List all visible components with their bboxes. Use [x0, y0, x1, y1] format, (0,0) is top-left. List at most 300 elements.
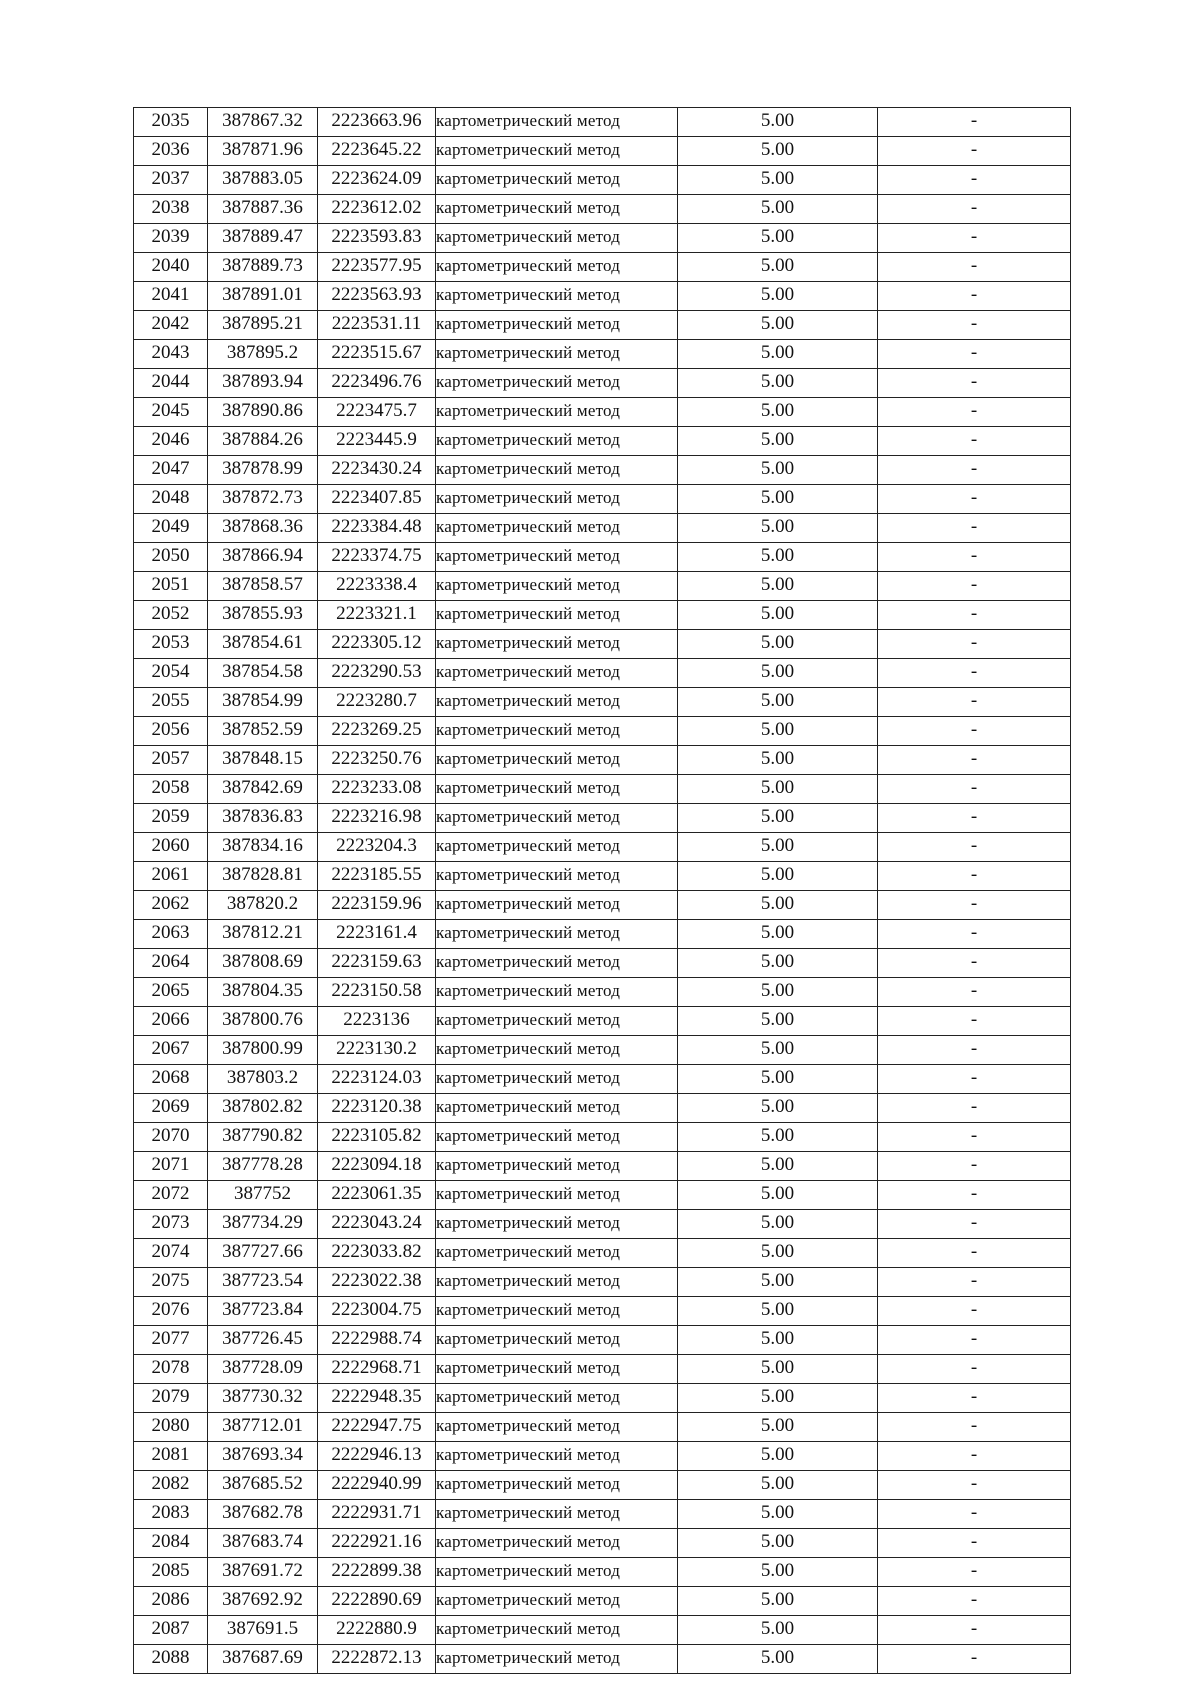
note-cell: - [878, 1558, 1071, 1587]
method-cell: картометрический метод [436, 1442, 678, 1471]
method-cell: картометрический метод [436, 514, 678, 543]
point-number-cell: 2035 [134, 108, 208, 137]
x-coordinate-cell: 387852.59 [208, 717, 318, 746]
note-cell: - [878, 1036, 1071, 1065]
accuracy-cell: 5.00 [678, 688, 878, 717]
note-cell: - [878, 1616, 1071, 1645]
method-cell: картометрический метод [436, 1558, 678, 1587]
point-number-cell: 2050 [134, 543, 208, 572]
table-row [134, 1181, 1071, 1210]
accuracy-cell: 5.00 [678, 1007, 878, 1036]
table-row [134, 1152, 1071, 1181]
x-coordinate-cell: 387683.74 [208, 1529, 318, 1558]
note-cell: - [878, 775, 1071, 804]
accuracy-cell: 5.00 [678, 1326, 878, 1355]
method-cell: картометрический метод [436, 1239, 678, 1268]
y-coordinate-cell: 2223612.02 [318, 195, 436, 224]
table-row [134, 137, 1071, 166]
point-number-cell: 2077 [134, 1326, 208, 1355]
method-cell: картометрический метод [436, 1094, 678, 1123]
y-coordinate-cell: 2223269.25 [318, 717, 436, 746]
point-number-cell: 2085 [134, 1558, 208, 1587]
point-number-cell: 2079 [134, 1384, 208, 1413]
y-coordinate-cell: 2222946.13 [318, 1442, 436, 1471]
x-coordinate-cell: 387726.45 [208, 1326, 318, 1355]
note-cell: - [878, 369, 1071, 398]
note-cell: - [878, 543, 1071, 572]
accuracy-cell: 5.00 [678, 485, 878, 514]
note-cell: - [878, 166, 1071, 195]
method-cell: картометрический метод [436, 311, 678, 340]
table-row [134, 1384, 1071, 1413]
x-coordinate-cell: 387723.84 [208, 1297, 318, 1326]
point-number-cell: 2051 [134, 572, 208, 601]
x-coordinate-cell: 387855.93 [208, 601, 318, 630]
point-number-cell: 2074 [134, 1239, 208, 1268]
y-coordinate-cell: 2223374.75 [318, 543, 436, 572]
point-number-cell: 2080 [134, 1413, 208, 1442]
point-number-cell: 2075 [134, 1268, 208, 1297]
point-number-cell: 2086 [134, 1587, 208, 1616]
accuracy-cell: 5.00 [678, 1181, 878, 1210]
y-coordinate-cell: 2223384.48 [318, 514, 436, 543]
table-row [134, 572, 1071, 601]
x-coordinate-cell: 387842.69 [208, 775, 318, 804]
x-coordinate-cell: 387682.78 [208, 1500, 318, 1529]
point-number-cell: 2052 [134, 601, 208, 630]
y-coordinate-cell: 2223061.35 [318, 1181, 436, 1210]
table-row [134, 1442, 1071, 1471]
note-cell: - [878, 1007, 1071, 1036]
method-cell: картометрический метод [436, 630, 678, 659]
x-coordinate-cell: 387891.01 [208, 282, 318, 311]
note-cell: - [878, 1529, 1071, 1558]
point-number-cell: 2038 [134, 195, 208, 224]
accuracy-cell: 5.00 [678, 1616, 878, 1645]
method-cell: картометрический метод [436, 601, 678, 630]
table-row [134, 543, 1071, 572]
table-row [134, 195, 1071, 224]
accuracy-cell: 5.00 [678, 1529, 878, 1558]
note-cell: - [878, 1123, 1071, 1152]
method-cell: картометрический метод [436, 862, 678, 891]
x-coordinate-cell: 387687.69 [208, 1645, 318, 1674]
y-coordinate-cell: 2223531.11 [318, 311, 436, 340]
accuracy-cell: 5.00 [678, 427, 878, 456]
point-number-cell: 2076 [134, 1297, 208, 1326]
method-cell: картометрический метод [436, 1123, 678, 1152]
table-row [134, 485, 1071, 514]
point-number-cell: 2088 [134, 1645, 208, 1674]
x-coordinate-cell: 387854.61 [208, 630, 318, 659]
note-cell: - [878, 862, 1071, 891]
accuracy-cell: 5.00 [678, 1065, 878, 1094]
point-number-cell: 2084 [134, 1529, 208, 1558]
y-coordinate-cell: 2223105.82 [318, 1123, 436, 1152]
y-coordinate-cell: 2223515.67 [318, 340, 436, 369]
note-cell: - [878, 920, 1071, 949]
point-number-cell: 2047 [134, 456, 208, 485]
y-coordinate-cell: 2223185.55 [318, 862, 436, 891]
table-row [134, 1413, 1071, 1442]
method-cell: картометрический метод [436, 1413, 678, 1442]
method-cell: картометрический метод [436, 456, 678, 485]
note-cell: - [878, 949, 1071, 978]
point-number-cell: 2072 [134, 1181, 208, 1210]
accuracy-cell: 5.00 [678, 311, 878, 340]
accuracy-cell: 5.00 [678, 1384, 878, 1413]
table-row [134, 659, 1071, 688]
note-cell: - [878, 108, 1071, 137]
method-cell: картометрический метод [436, 340, 678, 369]
method-cell: картометрический метод [436, 1529, 678, 1558]
y-coordinate-cell: 2223645.22 [318, 137, 436, 166]
point-number-cell: 2070 [134, 1123, 208, 1152]
method-cell: картометрический метод [436, 804, 678, 833]
y-coordinate-cell: 2223624.09 [318, 166, 436, 195]
method-cell: картометрический метод [436, 1471, 678, 1500]
note-cell: - [878, 1645, 1071, 1674]
y-coordinate-cell: 2223043.24 [318, 1210, 436, 1239]
y-coordinate-cell: 2223130.2 [318, 1036, 436, 1065]
accuracy-cell: 5.00 [678, 1355, 878, 1384]
y-coordinate-cell: 2223663.96 [318, 108, 436, 137]
accuracy-cell: 5.00 [678, 630, 878, 659]
y-coordinate-cell: 2223136 [318, 1007, 436, 1036]
method-cell: картометрический метод [436, 659, 678, 688]
method-cell: картометрический метод [436, 427, 678, 456]
note-cell: - [878, 1181, 1071, 1210]
method-cell: картометрический метод [436, 224, 678, 253]
x-coordinate-cell: 387808.69 [208, 949, 318, 978]
point-number-cell: 2040 [134, 253, 208, 282]
point-number-cell: 2081 [134, 1442, 208, 1471]
y-coordinate-cell: 2223150.58 [318, 978, 436, 1007]
table-row [134, 833, 1071, 862]
x-coordinate-cell: 387828.81 [208, 862, 318, 891]
method-cell: картометрический метод [436, 833, 678, 862]
accuracy-cell: 5.00 [678, 601, 878, 630]
point-number-cell: 2045 [134, 398, 208, 427]
accuracy-cell: 5.00 [678, 1036, 878, 1065]
point-number-cell: 2054 [134, 659, 208, 688]
table-row [134, 456, 1071, 485]
method-cell: картометрический метод [436, 1297, 678, 1326]
y-coordinate-cell: 2222988.74 [318, 1326, 436, 1355]
accuracy-cell: 5.00 [678, 1239, 878, 1268]
method-cell: картометрический метод [436, 717, 678, 746]
table-row [134, 688, 1071, 717]
accuracy-cell: 5.00 [678, 224, 878, 253]
x-coordinate-cell: 387893.94 [208, 369, 318, 398]
x-coordinate-cell: 387728.09 [208, 1355, 318, 1384]
accuracy-cell: 5.00 [678, 543, 878, 572]
y-coordinate-cell: 2222948.35 [318, 1384, 436, 1413]
note-cell: - [878, 891, 1071, 920]
accuracy-cell: 5.00 [678, 891, 878, 920]
table-row [134, 1587, 1071, 1616]
table-row [134, 804, 1071, 833]
accuracy-cell: 5.00 [678, 166, 878, 195]
x-coordinate-cell: 387848.15 [208, 746, 318, 775]
method-cell: картометрический метод [436, 1065, 678, 1094]
table-row [134, 282, 1071, 311]
note-cell: - [878, 1239, 1071, 1268]
y-coordinate-cell: 2223407.85 [318, 485, 436, 514]
point-number-cell: 2060 [134, 833, 208, 862]
y-coordinate-cell: 2223250.76 [318, 746, 436, 775]
table-row [134, 427, 1071, 456]
x-coordinate-cell: 387692.92 [208, 1587, 318, 1616]
note-cell: - [878, 804, 1071, 833]
y-coordinate-cell: 2223159.96 [318, 891, 436, 920]
accuracy-cell: 5.00 [678, 1210, 878, 1239]
y-coordinate-cell: 2222940.99 [318, 1471, 436, 1500]
point-number-cell: 2069 [134, 1094, 208, 1123]
method-cell: картометрический метод [436, 1152, 678, 1181]
method-cell: картометрический метод [436, 688, 678, 717]
x-coordinate-cell: 387854.99 [208, 688, 318, 717]
table-row [134, 978, 1071, 1007]
table-row [134, 1094, 1071, 1123]
table-row [134, 224, 1071, 253]
accuracy-cell: 5.00 [678, 1500, 878, 1529]
point-number-cell: 2053 [134, 630, 208, 659]
coordinates-table-body [134, 108, 1071, 1674]
note-cell: - [878, 1152, 1071, 1181]
y-coordinate-cell: 2223161.4 [318, 920, 436, 949]
table-row [134, 253, 1071, 282]
point-number-cell: 2063 [134, 920, 208, 949]
accuracy-cell: 5.00 [678, 572, 878, 601]
x-coordinate-cell: 387727.66 [208, 1239, 318, 1268]
note-cell: - [878, 398, 1071, 427]
method-cell: картометрический метод [436, 1645, 678, 1674]
table-row [134, 1471, 1071, 1500]
accuracy-cell: 5.00 [678, 978, 878, 1007]
accuracy-cell: 5.00 [678, 833, 878, 862]
point-number-cell: 2082 [134, 1471, 208, 1500]
y-coordinate-cell: 2223280.7 [318, 688, 436, 717]
note-cell: - [878, 427, 1071, 456]
x-coordinate-cell: 387884.26 [208, 427, 318, 456]
note-cell: - [878, 485, 1071, 514]
accuracy-cell: 5.00 [678, 195, 878, 224]
x-coordinate-cell: 387883.05 [208, 166, 318, 195]
note-cell: - [878, 659, 1071, 688]
point-number-cell: 2067 [134, 1036, 208, 1065]
table-row [134, 1123, 1071, 1152]
accuracy-cell: 5.00 [678, 775, 878, 804]
x-coordinate-cell: 387820.2 [208, 891, 318, 920]
table-row [134, 775, 1071, 804]
point-number-cell: 2059 [134, 804, 208, 833]
note-cell: - [878, 340, 1071, 369]
table-row [134, 369, 1071, 398]
note-cell: - [878, 572, 1071, 601]
accuracy-cell: 5.00 [678, 1268, 878, 1297]
x-coordinate-cell: 387712.01 [208, 1413, 318, 1442]
y-coordinate-cell: 2222931.71 [318, 1500, 436, 1529]
y-coordinate-cell: 2223022.38 [318, 1268, 436, 1297]
note-cell: - [878, 456, 1071, 485]
table-row [134, 398, 1071, 427]
table-row [134, 108, 1071, 137]
note-cell: - [878, 1442, 1071, 1471]
method-cell: картометрический метод [436, 920, 678, 949]
note-cell: - [878, 1065, 1071, 1094]
x-coordinate-cell: 387752 [208, 1181, 318, 1210]
method-cell: картометрический метод [436, 253, 678, 282]
note-cell: - [878, 224, 1071, 253]
point-number-cell: 2048 [134, 485, 208, 514]
note-cell: - [878, 978, 1071, 1007]
y-coordinate-cell: 2223120.38 [318, 1094, 436, 1123]
y-coordinate-cell: 2222899.38 [318, 1558, 436, 1587]
accuracy-cell: 5.00 [678, 1094, 878, 1123]
method-cell: картометрический метод [436, 282, 678, 311]
x-coordinate-cell: 387734.29 [208, 1210, 318, 1239]
point-number-cell: 2061 [134, 862, 208, 891]
method-cell: картометрический метод [436, 1268, 678, 1297]
x-coordinate-cell: 387887.36 [208, 195, 318, 224]
accuracy-cell: 5.00 [678, 1123, 878, 1152]
y-coordinate-cell: 2223033.82 [318, 1239, 436, 1268]
x-coordinate-cell: 387723.54 [208, 1268, 318, 1297]
x-coordinate-cell: 387866.94 [208, 543, 318, 572]
y-coordinate-cell: 2222880.9 [318, 1616, 436, 1645]
y-coordinate-cell: 2223338.4 [318, 572, 436, 601]
x-coordinate-cell: 387730.32 [208, 1384, 318, 1413]
accuracy-cell: 5.00 [678, 1442, 878, 1471]
x-coordinate-cell: 387836.83 [208, 804, 318, 833]
method-cell: картометрический метод [436, 1587, 678, 1616]
note-cell: - [878, 137, 1071, 166]
note-cell: - [878, 1094, 1071, 1123]
x-coordinate-cell: 387691.5 [208, 1616, 318, 1645]
accuracy-cell: 5.00 [678, 746, 878, 775]
accuracy-cell: 5.00 [678, 514, 878, 543]
x-coordinate-cell: 387878.99 [208, 456, 318, 485]
method-cell: картометрический метод [436, 775, 678, 804]
y-coordinate-cell: 2223290.53 [318, 659, 436, 688]
table-row [134, 1500, 1071, 1529]
accuracy-cell: 5.00 [678, 1152, 878, 1181]
method-cell: картометрический метод [436, 543, 678, 572]
y-coordinate-cell: 2222872.13 [318, 1645, 436, 1674]
table-row [134, 717, 1071, 746]
x-coordinate-cell: 387868.36 [208, 514, 318, 543]
table-row [134, 311, 1071, 340]
point-number-cell: 2043 [134, 340, 208, 369]
method-cell: картометрический метод [436, 1355, 678, 1384]
table-row [134, 1065, 1071, 1094]
table-row [134, 1297, 1071, 1326]
accuracy-cell: 5.00 [678, 1587, 878, 1616]
table-row [134, 1326, 1071, 1355]
accuracy-cell: 5.00 [678, 398, 878, 427]
note-cell: - [878, 253, 1071, 282]
accuracy-cell: 5.00 [678, 369, 878, 398]
note-cell: - [878, 717, 1071, 746]
y-coordinate-cell: 2223094.18 [318, 1152, 436, 1181]
x-coordinate-cell: 387790.82 [208, 1123, 318, 1152]
note-cell: - [878, 746, 1071, 775]
y-coordinate-cell: 2223430.24 [318, 456, 436, 485]
note-cell: - [878, 688, 1071, 717]
table-row [134, 891, 1071, 920]
accuracy-cell: 5.00 [678, 920, 878, 949]
accuracy-cell: 5.00 [678, 340, 878, 369]
point-number-cell: 2049 [134, 514, 208, 543]
y-coordinate-cell: 2223004.75 [318, 1297, 436, 1326]
accuracy-cell: 5.00 [678, 108, 878, 137]
x-coordinate-cell: 387778.28 [208, 1152, 318, 1181]
y-coordinate-cell: 2222921.16 [318, 1529, 436, 1558]
point-number-cell: 2078 [134, 1355, 208, 1384]
point-number-cell: 2087 [134, 1616, 208, 1645]
accuracy-cell: 5.00 [678, 862, 878, 891]
note-cell: - [878, 1500, 1071, 1529]
table-row [134, 746, 1071, 775]
x-coordinate-cell: 387804.35 [208, 978, 318, 1007]
method-cell: картометрический метод [436, 949, 678, 978]
table-row [134, 514, 1071, 543]
method-cell: картометрический метод [436, 1007, 678, 1036]
method-cell: картометрический метод [436, 369, 678, 398]
y-coordinate-cell: 2223496.76 [318, 369, 436, 398]
point-number-cell: 2073 [134, 1210, 208, 1239]
table-row [134, 601, 1071, 630]
point-number-cell: 2058 [134, 775, 208, 804]
x-coordinate-cell: 387834.16 [208, 833, 318, 862]
point-number-cell: 2056 [134, 717, 208, 746]
point-number-cell: 2041 [134, 282, 208, 311]
note-cell: - [878, 1413, 1071, 1442]
point-number-cell: 2071 [134, 1152, 208, 1181]
note-cell: - [878, 833, 1071, 862]
table-row [134, 1036, 1071, 1065]
table-row [134, 630, 1071, 659]
method-cell: картометрический метод [436, 1384, 678, 1413]
method-cell: картометрический метод [436, 485, 678, 514]
method-cell: картометрический метод [436, 1326, 678, 1355]
note-cell: - [878, 630, 1071, 659]
y-coordinate-cell: 2223475.7 [318, 398, 436, 427]
method-cell: картометрический метод [436, 746, 678, 775]
y-coordinate-cell: 2222968.71 [318, 1355, 436, 1384]
note-cell: - [878, 1210, 1071, 1239]
x-coordinate-cell: 387800.76 [208, 1007, 318, 1036]
x-coordinate-cell: 387872.73 [208, 485, 318, 514]
note-cell: - [878, 1297, 1071, 1326]
note-cell: - [878, 311, 1071, 340]
accuracy-cell: 5.00 [678, 717, 878, 746]
x-coordinate-cell: 387693.34 [208, 1442, 318, 1471]
table-row [134, 1616, 1071, 1645]
note-cell: - [878, 601, 1071, 630]
table-row [134, 862, 1071, 891]
table-row [134, 1558, 1071, 1587]
method-cell: картометрический метод [436, 1616, 678, 1645]
accuracy-cell: 5.00 [678, 1645, 878, 1674]
y-coordinate-cell: 2222947.75 [318, 1413, 436, 1442]
note-cell: - [878, 282, 1071, 311]
note-cell: - [878, 1384, 1071, 1413]
y-coordinate-cell: 2223233.08 [318, 775, 436, 804]
point-number-cell: 2042 [134, 311, 208, 340]
y-coordinate-cell: 2223321.1 [318, 601, 436, 630]
